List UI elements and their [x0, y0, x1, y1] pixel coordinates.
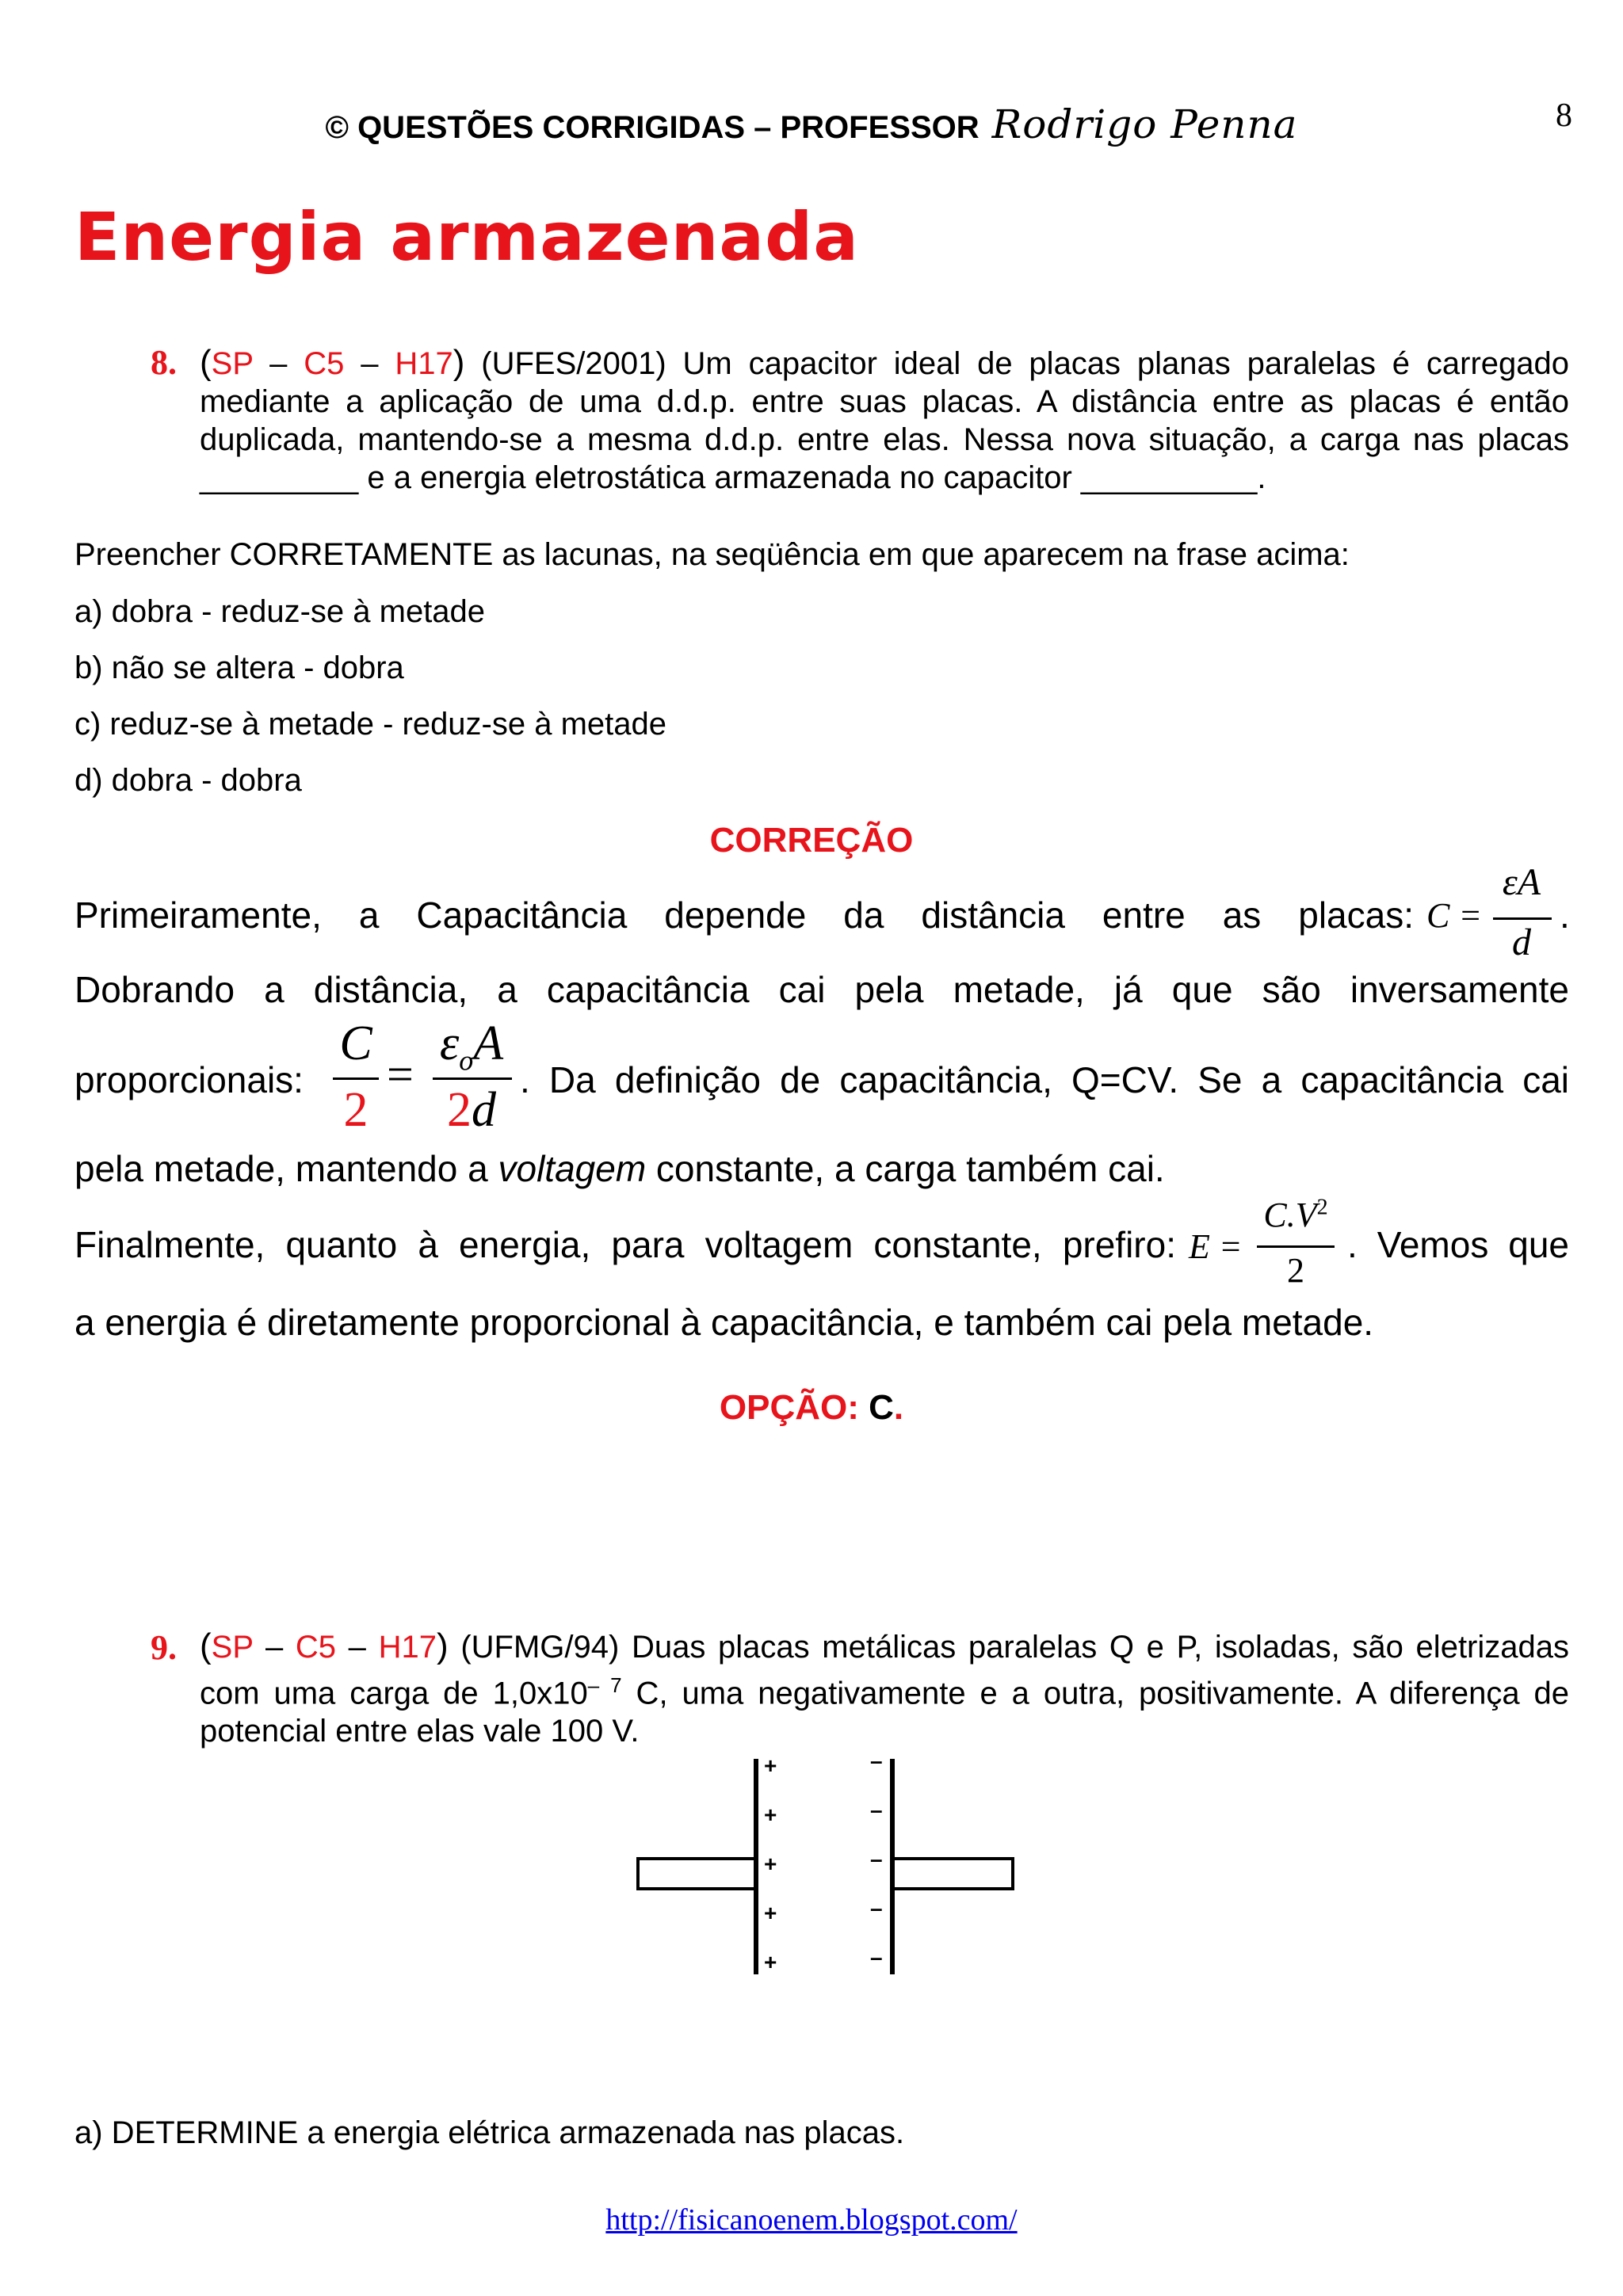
q9-tag-sp: SP — [211, 1630, 254, 1665]
left-terminal — [638, 1859, 756, 1889]
right-terminal — [892, 1859, 1013, 1889]
correction-p5-end: . Vemos que — [1347, 1224, 1569, 1265]
blank-1: _________ — [200, 460, 359, 495]
tag-sp: SP — [211, 346, 254, 381]
correction-p5-start: Finalmente, quanto à energia, para voltagem constante, prefiro: — [74, 1224, 1176, 1265]
correction-title: CORREÇÃO — [709, 821, 914, 860]
answer-value: C — [869, 1388, 894, 1427]
minus-sign: – — [870, 1798, 883, 1822]
formula-2-equals: = — [387, 1048, 414, 1100]
capacitor-diagram — [618, 1751, 1030, 1989]
blank-2: __________. — [1080, 460, 1266, 495]
formula-1-numerator: εA — [1502, 861, 1541, 903]
cv-symbol: C.V — [1263, 1196, 1317, 1234]
question-9-part-a: a) DETERMINE a energia elétrica armazenada nas placas. — [74, 2115, 905, 2150]
option-a: a) dobra - reduz-se à metade — [74, 594, 486, 629]
p4-start: pela metade, mantendo a — [74, 1148, 488, 1189]
minus-sign: – — [870, 1751, 883, 1773]
option-b: b) não se altera - dobra — [74, 650, 404, 685]
formula-3-denominator: 2 — [1287, 1251, 1304, 1290]
formula-1-lhs: C = — [1426, 896, 1483, 935]
plus-sign: + — [764, 1852, 777, 1876]
q9-tag-h: H17 — [378, 1630, 437, 1665]
correction-p1: Primeiramente, a Capacitância depende da distância entre as placas: — [74, 894, 1414, 936]
formula-1-bar — [1493, 917, 1552, 920]
question-8-number: 8. — [151, 343, 177, 382]
tag-h: H17 — [395, 346, 453, 381]
correction-p2: Dobrando a distância, a capacitância cai pela metade, já que são inversamente — [74, 969, 1569, 1010]
question-9-number: 9. — [151, 1628, 177, 1667]
squared: 2 — [1316, 1195, 1328, 1220]
plus-sign: + — [764, 1950, 777, 1974]
question-8-text-2: e a energia eletrostática armazenada no capacitor — [367, 460, 1072, 495]
minus-sign: – — [870, 1945, 883, 1970]
formula-3-numerator — [1252, 1195, 1339, 1235]
question-9-text-a: Duas placas metálicas paralelas Q e P, isoladas, são eletrizadas com uma carga de 1,0x10 — [200, 1630, 1569, 1711]
question-8-statement: (SP – C5 – H17) (UFES/2001) Um capacitor ideal de placas planas paralelas é carregado mediante a aplicação de uma d.d.p. entre suas placas. A distância entre as placas é então duplicada, mantendo-se a mesma d.d.p. entre elas. Nessa nova situação, a carga nas placas _________ e a energia eletrostática armazenada no capacitor __________. — [200, 343, 1570, 495]
option-c: c) reduz-se à metade - reduz-se à metade — [74, 707, 667, 742]
tag-c: C5 — [304, 346, 345, 381]
formula-2-left-numerator: C — [339, 1016, 372, 1070]
plus-sign: + — [764, 1753, 777, 1778]
formula-3-lhs: E = — [1189, 1227, 1243, 1266]
footer-link[interactable]: http://fisicanoenem.blogspot.com/ — [605, 2203, 1018, 2237]
epsilon-subscript: o — [459, 1044, 474, 1077]
formula-2-left-bar — [333, 1077, 379, 1080]
plus-sign: + — [764, 1901, 777, 1925]
q9-tag-c: C5 — [295, 1630, 337, 1665]
header-prefix: © QUESTÕES CORRIGIDAS – PROFESSOR — [325, 110, 980, 145]
question-9-source: (UFMG/94) — [460, 1630, 620, 1665]
p4-end: constante, a carga também cai. — [655, 1148, 1165, 1189]
correction-p6: a energia é diretamente proporcional à capacitância, e também cai pela metade. — [74, 1302, 1374, 1343]
area-symbol: A — [473, 1016, 504, 1070]
correction-p3-end: . Da definição de capacitância, Q=CV. Se a capacitância cai — [520, 1059, 1569, 1100]
question-8-source: (UFES/2001) — [481, 346, 666, 381]
question-8-text-1: Um capacitor ideal de placas planas paralelas é carregado mediante a aplicação de uma d.d.p. entre suas placas. A distância entre as placas é então duplicada, mantendo-se a mesma d.d.p. entre elas. Nessa nova situação, a carga nas placas — [200, 346, 1570, 457]
formula-3-bar — [1257, 1245, 1335, 1248]
minus-sign: – — [870, 1896, 883, 1920]
page-header — [0, 101, 1623, 147]
formula-2-left-denominator: 2 — [343, 1083, 369, 1137]
author-signature: Rodrigo Penna — [991, 101, 1298, 147]
formula-1-denominator: d — [1512, 921, 1531, 963]
denominator-d: d — [472, 1083, 496, 1137]
page-number: 8 — [1556, 97, 1572, 134]
minus-sign: – — [870, 1847, 883, 1871]
correction-p4 — [74, 1147, 1165, 1190]
answer — [0, 1388, 1623, 1428]
answer-label: OPÇÃO: — [719, 1388, 859, 1427]
formula-2-right-bar — [433, 1077, 512, 1080]
correction-p3-start: proporcionais: — [74, 1059, 304, 1100]
question-9-statement: (SP – C5 – H17) (UFMG/94) Duas placas metálicas paralelas Q e P, isoladas, são eletrizadas com uma carga de $1,0x10^{- 7}$ C, uma negativamente e a outra, positivamente. A diferença de potencial entre elas vale 100 V. — [200, 1627, 1569, 1749]
epsilon-symbol: ε — [439, 1016, 460, 1070]
question-9-exponent: – 7 — [587, 1673, 622, 1697]
denominator-two: 2 — [447, 1083, 472, 1137]
question-9-text-b: C, uma negativamente e a outra, positivamente. A diferença de potencial entre elas vale 100 V. — [200, 1676, 1569, 1749]
option-d: d) dobra - dobra — [74, 763, 302, 798]
instruction: Preencher CORRETAMENTE as lacunas, na seqüência em que aparecem na frase acima: — [74, 537, 1350, 572]
p4-italic: voltagem — [498, 1148, 647, 1189]
plus-sign: + — [764, 1802, 777, 1827]
answer-dot: . — [893, 1388, 904, 1427]
formula-2-right-numerator — [428, 1016, 515, 1077]
formula-1-end: . — [1560, 894, 1570, 936]
section-title: Energia armazenada — [74, 198, 859, 276]
formula-2-right-denominator — [428, 1082, 515, 1138]
